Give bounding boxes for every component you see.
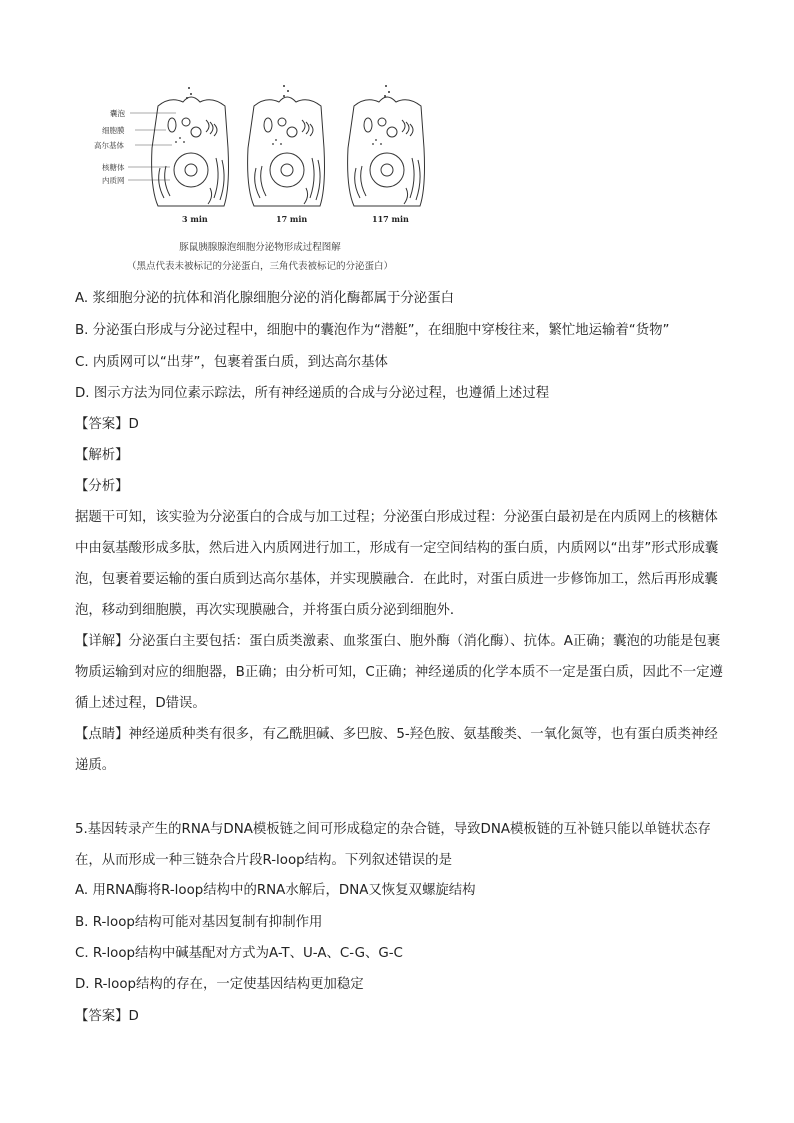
q4-fenxi-heading: 【分析】	[75, 479, 129, 494]
q5-option-a: A. 用RNA酶将R-loop结构中的RNA水解后，DNA又恢复双螺旋结构	[75, 883, 476, 898]
q5-option-b: B. R-loop结构可能对基因复制有抑制作用	[75, 915, 323, 930]
figure-caption-title: 豚鼠胰腺腺泡细胞分泌物形成过程图解	[179, 242, 341, 253]
cell-117min	[348, 97, 425, 206]
q4-option-d: D. 图示方法为同位素示踪法，所有神经递质的合成与分泌过程，也遵循上述过程	[75, 386, 550, 401]
label-vesicle: 囊泡	[110, 109, 125, 118]
q4-analysis-paragraph: 据题干可知，该实验为分泌蛋白的合成与加工过程；分泌蛋白形成过程：分泌蛋白最初是在内质网上的核糖体中由氨基酸形成多肽，然后进入内质网进行加工，形成有一定空间结构的蛋白质，内质网以“出芽”形式形成囊泡，包裹着要运输的蛋白质到达高尔基体，并实现膜融合．在此时，对蛋白质进一步修饰加工，然后再形成囊泡，移动到细胞膜，再次实现膜融合，并将蛋白质分泌到细胞外．	[75, 510, 719, 618]
cell-17min	[248, 97, 325, 206]
q5-option-c: C. R-loop结构中碱基配对方式为A-T、U-A、C-G、G-C	[75, 946, 403, 961]
q4-jiexi-heading: 【解析】	[75, 448, 129, 463]
q5-option-d: D. R-loop结构的存在，一定使基因结构更加稳定	[75, 977, 364, 992]
dots-cell3	[372, 85, 390, 145]
q5-stem: 5.基因转录产生的RNA与DNA模板链之间可形成稳定的杂合链，导致DNA模板链的互补链只能以单链状态存在，从而形成一种三链杂合片段R-loop结构。下列叙述错误的是	[75, 822, 711, 868]
figure-caption-note: （黑点代表未被标记的分泌蛋白，三角代表被标记的分泌蛋白）	[126, 261, 393, 272]
q5-answer: 【答案】D	[75, 1009, 139, 1024]
secretion-figure	[88, 78, 432, 274]
q4-option-b: B. 分泌蛋白形成与分泌过程中，细胞中的囊泡作为“潜艇”，在细胞中穿梭往来，繁忙地运输着“货物”	[75, 323, 670, 338]
dots-cell1	[175, 87, 192, 143]
label-er: 内质网	[102, 176, 125, 185]
q4-option-a: A. 浆细胞分泌的抗体和消化腺细胞分泌的消化酶都属于分泌蛋白	[75, 291, 454, 306]
label-golgi: 高尔基体	[94, 141, 124, 150]
cell-3min	[152, 97, 229, 206]
q4-option-c: C. 内质网可以“出芽”，包裹着蛋白质，到达高尔基体	[75, 355, 388, 370]
q4-dianjing-paragraph: 【点睛】神经递质种类有很多，有乙酰胆碱、多巴胺、5-羟色胺、氨基酸类、一氧化氮等，也有蛋白质类神经递质。	[75, 727, 718, 773]
q4-answer: 【答案】D	[75, 417, 139, 432]
label-ribosome: 核糖体	[102, 163, 125, 172]
q4-detail-paragraph: 【详解】分泌蛋白主要包括：蛋白质类激素、血浆蛋白、胞外酶（消化酶）、抗体。A正确；囊泡的功能是包裹物质运输到对应的细胞器，B正确；由分析可知，C正确；神经递质的化学本质不一定是蛋白质，因此不一定遵循上述过程，D错误。	[75, 634, 723, 711]
time-label-3: 117 min	[372, 214, 409, 224]
cell-diagram	[88, 78, 432, 238]
dots-cell2	[272, 85, 289, 145]
time-label-1: 3 min	[182, 214, 208, 224]
label-cell-membrane: 细胞膜	[102, 126, 125, 135]
time-label-2: 17 min	[276, 214, 308, 224]
